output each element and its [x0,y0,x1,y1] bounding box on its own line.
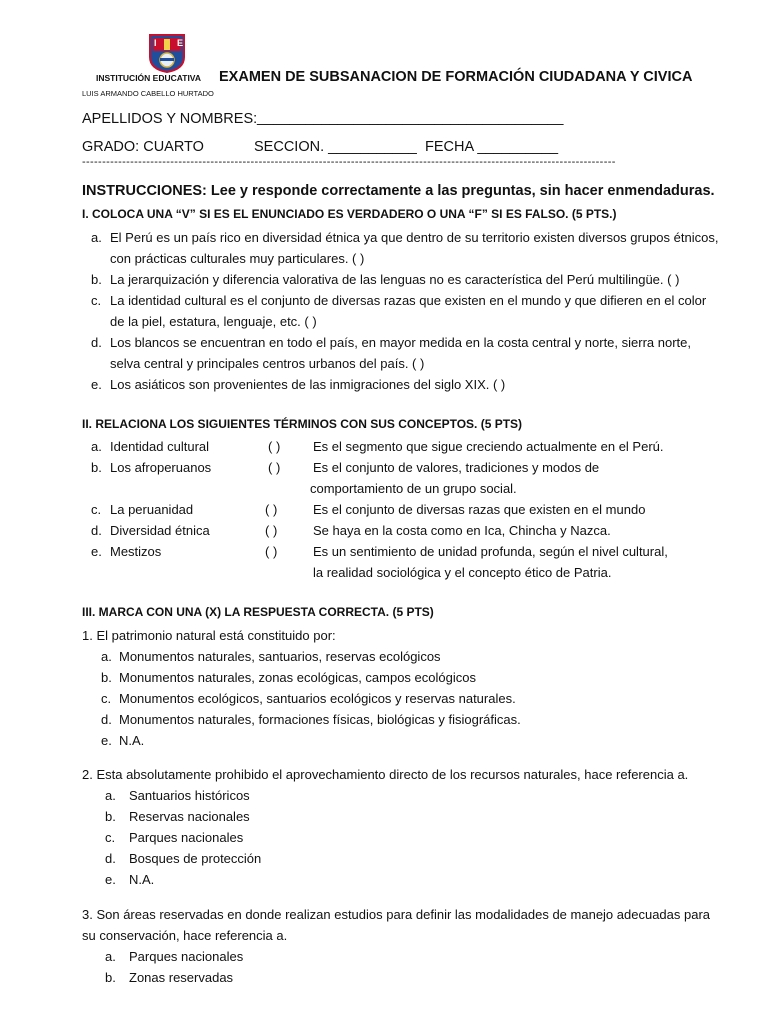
match-answer-blank: ( ) [268,460,281,475]
match-concept: Es un sentimiento de unidad profunda, según el nivel cultural, [313,544,668,559]
match-term: Los afroperuanos [110,460,212,475]
institution-name: LUIS ARMANDO CABELLO HURTADO [82,89,214,98]
date-label: FECHA __________ [425,139,559,155]
question-stem: 2. Esta absolutamente prohibido el aprovechamiento directo de los recursos naturales, hace referencia a. [82,767,689,782]
option-letter: b. [101,670,112,685]
option-letter: e. [105,872,116,887]
question-stem: 3. Son áreas reservadas en donde realizan estudios para definir las modalidades de manejo adecuadas para [82,907,711,922]
option-text: Zonas reservadas [129,970,234,985]
option-letter: a. [105,788,116,803]
section-1-item-text: Los asiáticos son provenientes de las inmigraciones del siglo XIX. ( ) [110,377,506,392]
match-concept: Es el segmento que sigue creciendo actualmente en el Perú. [313,439,664,454]
exam-title: EXAMEN DE SUBSANACION DE FORMACIÓN CIUDADANA Y CIVICA [219,69,693,85]
option-text: N.A. [119,733,145,748]
option-text: Monumentos naturales, santuarios, reservas ecológicos [119,649,441,664]
section-3-title: III. MARCA CON UNA (X) LA RESPUESTA CORRECTA. (5 PTS) [82,605,434,619]
option-letter: b. [105,809,116,824]
match-term-letter: e. [91,544,102,559]
match-term-letter: c. [91,502,102,517]
match-term: Diversidad étnica [110,523,210,538]
option-text: Monumentos naturales, formaciones físicas, biológicas y fisiográficas. [119,712,521,727]
option-text: Parques nacionales [129,830,244,845]
option-text: Bosques de protección [129,851,262,866]
match-concept: Se haya en la costa como en Ica, Chincha y Nazca. [313,523,611,538]
match-answer-blank: ( ) [268,439,281,454]
match-term-letter: a. [91,439,102,454]
option-letter: a. [105,949,116,964]
school-logo [148,33,193,73]
section-1-item-text: selva central y principales centros urbanos del país. ( ) [110,356,425,371]
match-term-letter: d. [91,523,102,538]
section-1-item-text: de la piel, estatura, lenguaje, etc. ( ) [110,314,317,329]
option-letter: c. [105,830,116,845]
match-concept: Es el conjunto de diversas razas que existen en el mundo [313,502,646,517]
option-letter: e. [101,733,112,748]
question-stem: su conservación, hace referencia a. [82,928,288,943]
match-term: Mestizos [110,544,162,559]
grade-label: GRADO: CUARTO [82,139,204,155]
section-label: SECCION. ___________ [254,139,417,155]
question-stem: 1. El patrimonio natural está constituido por: [82,628,336,643]
section-2-title: II. RELACIONA LOS SIGUIENTES TÉRMINOS CON SUS CONCEPTOS. (5 PTS) [82,417,523,431]
option-text: N.A. [129,872,155,887]
section-1-item-text: con prácticas culturales muy particulares. ( ) [110,251,365,266]
match-term: Identidad cultural [110,439,210,454]
match-term-letter: b. [91,460,102,475]
match-answer-blank: ( ) [265,544,278,559]
option-text: Reservas nacionales [129,809,250,824]
option-letter: c. [101,691,112,706]
option-letter: a. [101,649,112,664]
section-1-title: I. COLOCA UNA “V” SI ES EL ENUNCIADO ES VERDADERO O UNA “F” SI ES FALSO. (5 PTS.) [82,207,617,221]
option-letter: b. [105,970,116,985]
match-concept: Es el conjunto de valores, tradiciones y modos de [313,460,600,475]
section-1-item-letter: e. [91,377,102,392]
option-text: Monumentos ecológicos, santuarios ecológicos y reservas naturales. [119,691,516,706]
option-text: Parques nacionales [129,949,244,964]
logo-letters: I E [154,38,193,48]
match-concept: la realidad sociológica y el concepto ético de Patria. [313,565,612,580]
separator-line: ------------------------------------------------------------------------------------------------------------------------------------- [82,156,616,168]
match-answer-blank: ( ) [265,523,278,538]
section-1-item-letter: a. [91,230,102,245]
option-letter: d. [101,712,112,727]
match-answer-blank: ( ) [265,502,278,517]
option-text: Santuarios históricos [129,788,250,803]
section-1-item-text: Los blancos se encuentran en todo el país, en mayor medida en la costa central y norte, sierra norte, [110,335,692,350]
section-1-item-text: La identidad cultural es el conjunto de diversas razas que existen en el mundo y que difieren en el color [110,293,707,308]
section-1-item-letter: d. [91,335,102,350]
section-1-item-text: El Perú es un país rico en diversidad étnica ya que dentro de su territorio existen diversos grupos étnicos, [110,230,719,245]
match-concept: comportamiento de un grupo social. [310,481,517,496]
names-line: ______________________________________ [257,110,564,126]
match-term: La peruanidad [110,502,194,517]
section-1-item-letter: c. [91,293,102,308]
section-1-item-letter: b. [91,272,102,287]
option-text: Monumentos naturales, zonas ecológicas, campos ecológicos [119,670,476,685]
instructions: INSTRUCCIONES: Lee y responde correctamente a las preguntas, sin hacer enmendaduras. [82,183,715,199]
institution-label: INSTITUCIÓN EDUCATIVA [96,73,201,83]
names-label: APELLIDOS Y NOMBRES: [82,111,258,127]
option-letter: d. [105,851,116,866]
section-1-item-text: La jerarquización y diferencia valorativa de las lenguas no es característica del Perú multilingüe. ( ) [110,272,680,287]
